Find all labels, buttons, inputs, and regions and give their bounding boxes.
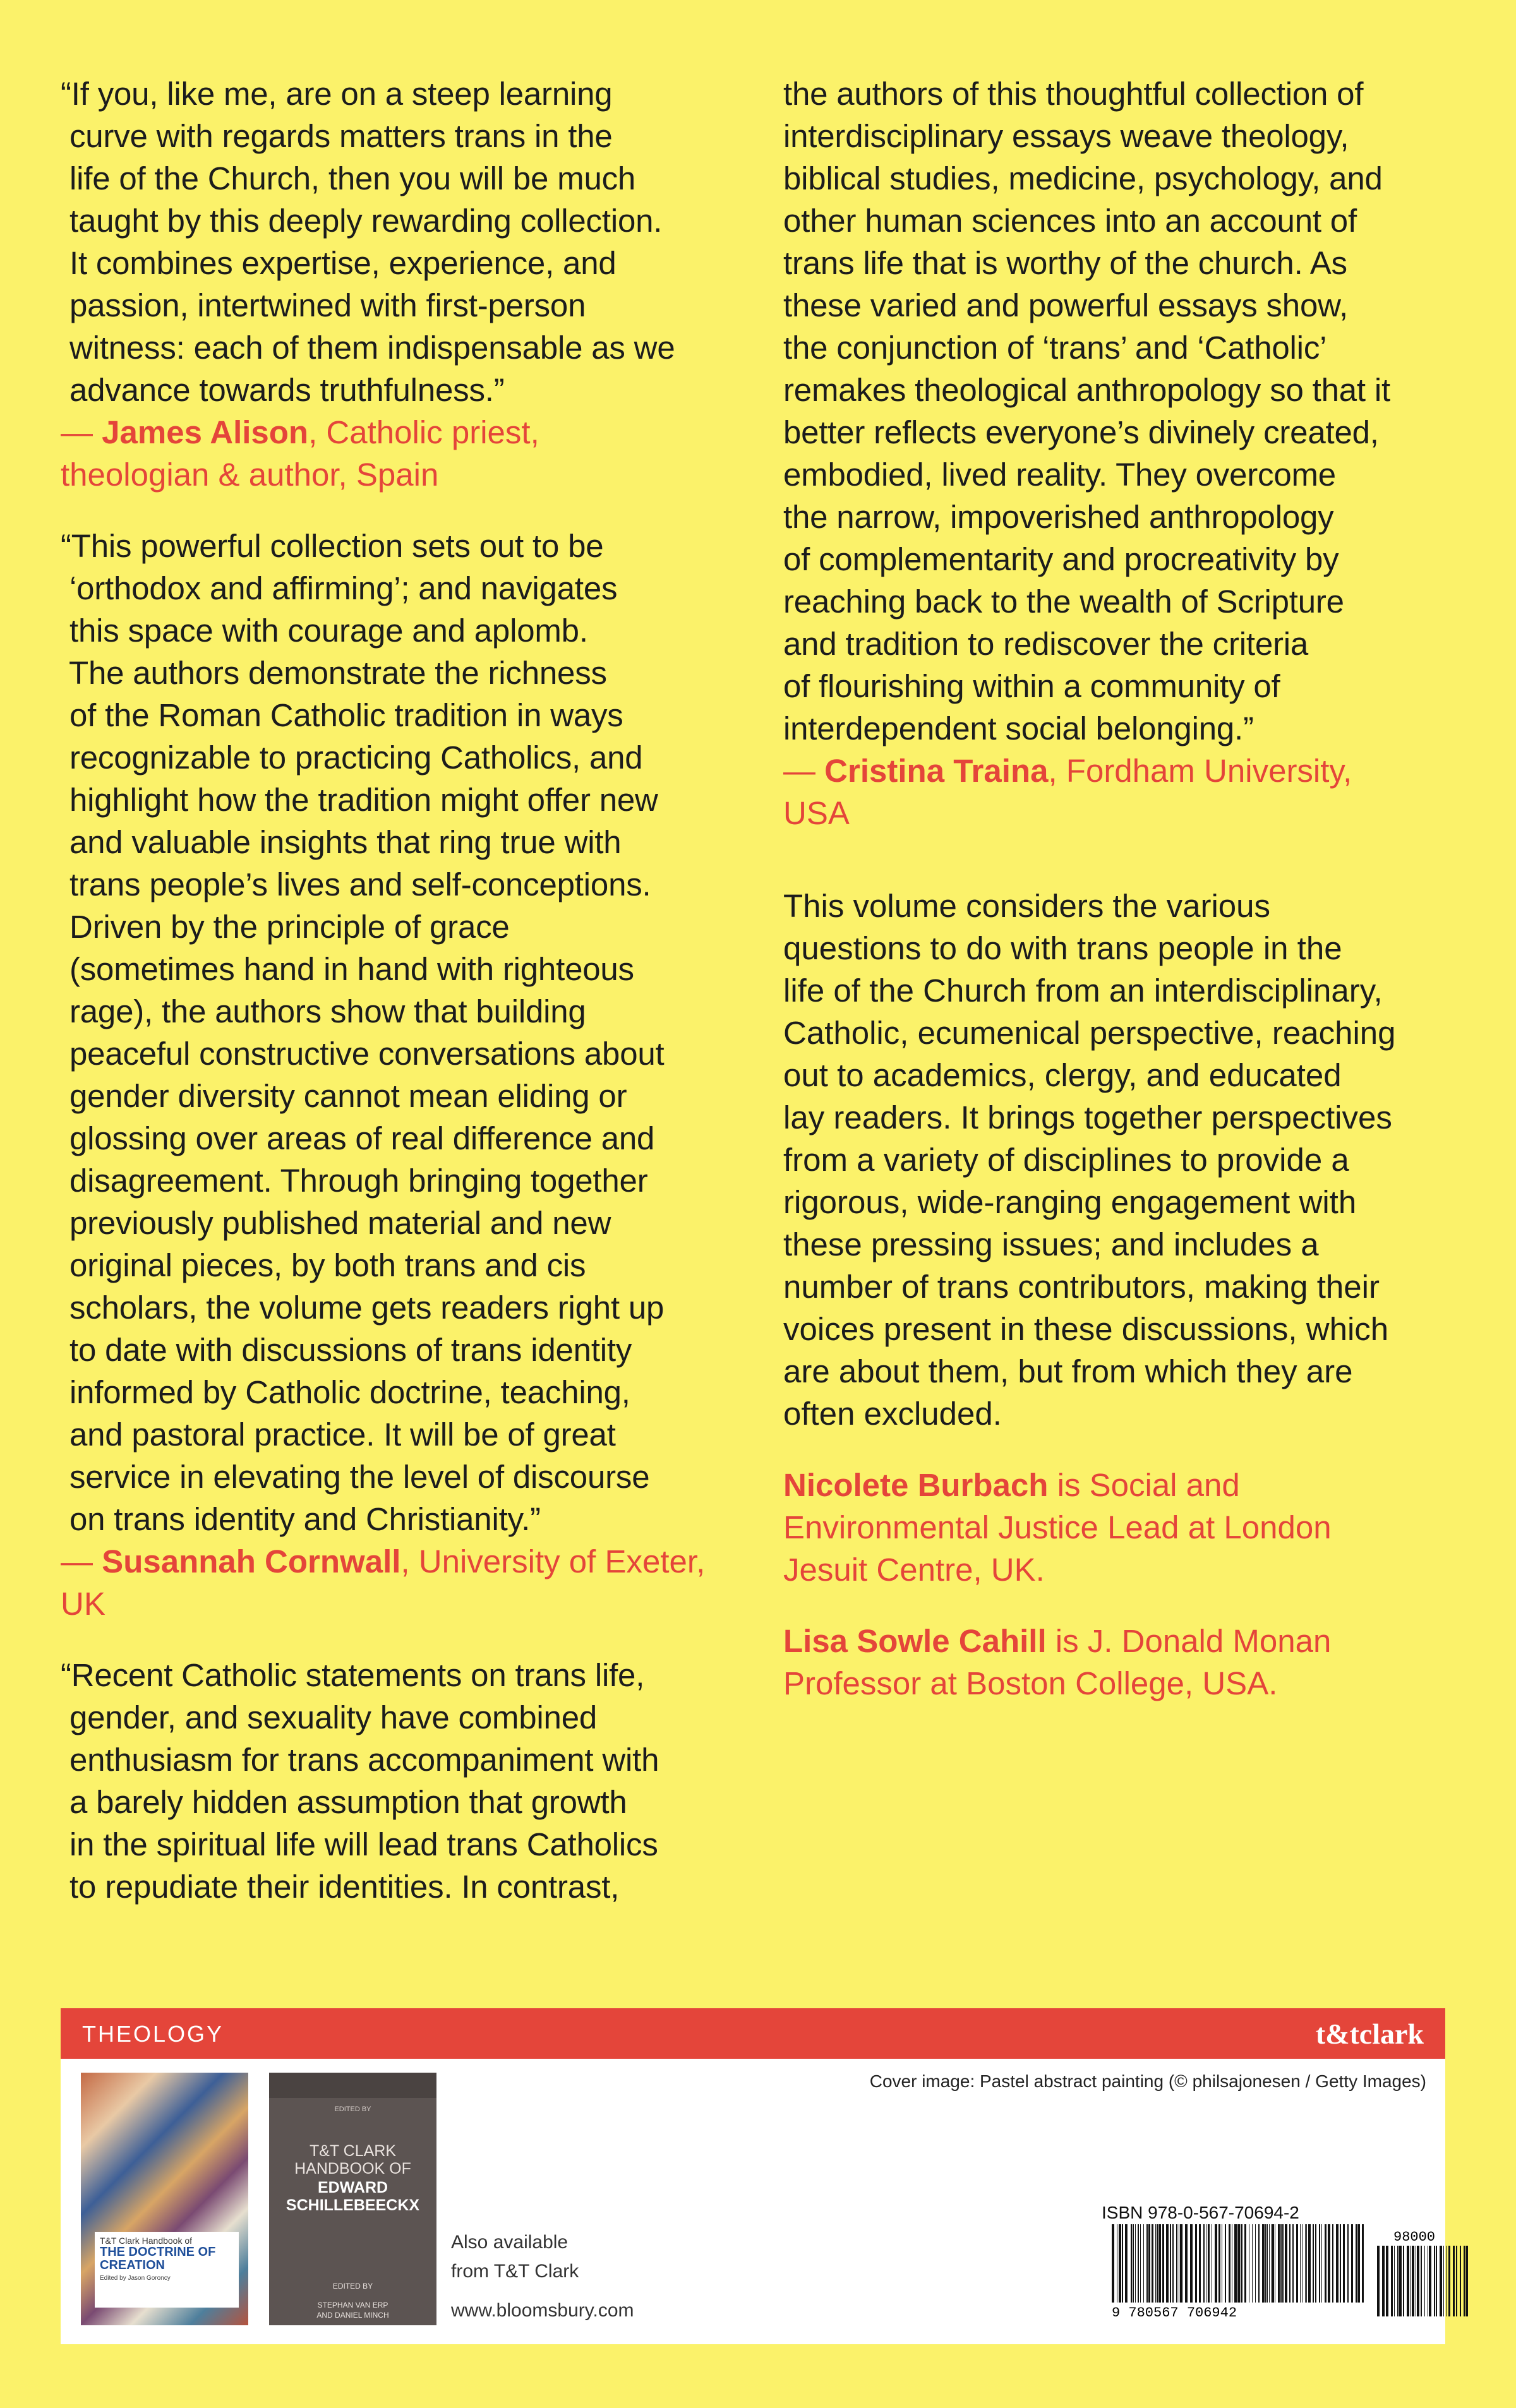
text-line: rage), the authors show that building [61, 993, 586, 1029]
text-line: “If you, like me, are on a steep learning [61, 76, 613, 112]
barcode-bar [1166, 2224, 1169, 2303]
barcode-bar [1182, 2224, 1183, 2303]
text-line: of complementarity and procreativity by [783, 541, 1339, 577]
barcode-bar [1453, 2246, 1455, 2316]
bio-nicolete-burbach: Nicolete Burbach is Social and Environmental Justice Lead at London Jesuit Centre, UK. [783, 1467, 1332, 1588]
barcode-bar [1343, 2224, 1345, 2303]
text-line: (sometimes hand in hand with righteous [61, 951, 634, 987]
barcode-bar [1306, 2224, 1307, 2303]
barcode-bar [1119, 2224, 1121, 2303]
text-line: questions to do with trans people in the [783, 930, 1342, 966]
barcode-bar [1280, 2224, 1282, 2303]
barcode-bar [1215, 2224, 1217, 2303]
text-line: Catholic, ecumenical perspective, reaching [783, 1015, 1396, 1051]
text-line: Driven by the principle of grace [61, 909, 510, 945]
description-text [783, 885, 1465, 1435]
barcode-bar [1158, 2224, 1161, 2303]
subject-label: THEOLOGY [82, 2021, 224, 2047]
barcode-bar [1225, 2224, 1226, 2303]
text-line: previously published material and new [61, 1205, 611, 1241]
quote-text [61, 1654, 762, 1908]
text-line: This volume considers the various [783, 888, 1271, 924]
text-line: taught by this deeply rewarding collection. [61, 203, 663, 239]
text-line: better reflects everyone’s divinely created, [783, 414, 1379, 450]
left-column [61, 73, 762, 1937]
text-line: disagreement. Through bringing together [61, 1163, 648, 1199]
text-line: and tradition to rediscover the criteria [783, 626, 1309, 662]
barcode-bar [1289, 2224, 1290, 2303]
quote-susannah-cornwall [61, 525, 762, 1625]
barcode-bar [1176, 2224, 1177, 2303]
text-line: voices present in these discussions, which [783, 1311, 1389, 1347]
attribution-susannah-cornwall: — Susannah Cornwall, University of Exeter, UK [61, 1543, 706, 1622]
text-line: and valuable insights that ring true with [61, 824, 622, 860]
text-line: “Recent Catholic statements on trans life, [61, 1657, 645, 1693]
text-line: to repudiate their identities. In contrast, [61, 1869, 620, 1905]
barcode-bar [1397, 2246, 1399, 2316]
also-available-text: Also available from T&T Clark [451, 2232, 579, 2282]
barcode-bar [1140, 2224, 1141, 2303]
barcode-bar [1456, 2246, 1457, 2316]
attribution-james-alison: — James Alison, Catholic priest, theologian & author, Spain [61, 414, 539, 493]
text-line: It combines expertise, experience, and [61, 245, 617, 281]
barcode-bar [1336, 2224, 1339, 2303]
text-line: the authors of this thoughtful collection of [783, 76, 1364, 112]
text-line: these varied and powerful essays show, [783, 287, 1348, 323]
barcode-bar [1351, 2224, 1353, 2303]
text-line: remakes theological anthropology so that it [783, 372, 1390, 408]
barcode-bar [1199, 2224, 1201, 2303]
quote-text [783, 73, 1465, 750]
barcode-bar [1440, 2246, 1442, 2316]
text-line: of the Roman Catholic tradition in ways [61, 697, 623, 733]
barcode-bar [1347, 2224, 1349, 2303]
barcode-bar [1460, 2246, 1461, 2316]
barcode-digits: 9 780567 706942 [1112, 2305, 1237, 2319]
book-cover-doctrine-of-creation [81, 2073, 248, 2325]
barcode-bar [1407, 2246, 1409, 2316]
text-line: trans life that is worthy of the church. As [783, 245, 1347, 281]
text-line: peaceful constructive conversations about [61, 1036, 665, 1072]
text-line: and pastoral practice. It will be of great [61, 1417, 616, 1453]
barcode-bar [1272, 2224, 1274, 2303]
footer-panel [61, 2059, 1445, 2344]
quote-cristina-traina-cont [783, 73, 1465, 834]
barcode-bar [1446, 2246, 1447, 2316]
barcode-bar [1356, 2224, 1357, 2303]
barcode-bar [1308, 2224, 1311, 2303]
barcode-bar [1218, 2224, 1220, 2303]
text-line: trans people’s lives and self-conceptions. [61, 866, 651, 902]
barcode-bar [1131, 2224, 1132, 2303]
bio-lisa-sowle-cahill: Lisa Sowle Cahill is J. Donald Monan Professor at Boston College, USA. [783, 1623, 1332, 1701]
text-line: The authors demonstrate the richness [61, 655, 607, 691]
quote-cristina-traina-start [61, 1654, 762, 1908]
text-line: service in elevating the level of discourse [61, 1459, 650, 1495]
author-name: Susannah Cornwall [102, 1543, 401, 1579]
text-line: other human sciences into an account of [783, 203, 1357, 239]
barcode-bar [1190, 2224, 1193, 2303]
author-name: Cristina Traina [824, 753, 1049, 789]
barcode-bar [1315, 2224, 1316, 2303]
text-line: lay readers. It brings together perspectives [783, 1099, 1392, 1135]
barcode-bar [1394, 2246, 1395, 2316]
barcode-bar [1417, 2246, 1419, 2316]
barcode-bar [1203, 2224, 1205, 2303]
barcode-bar [1237, 2224, 1240, 2303]
subject-band [61, 2008, 1445, 2059]
isbn: ISBN 978-0-567-70694-2 [1102, 2203, 1299, 2222]
quote-text [61, 525, 762, 1540]
barcode-bar [1208, 2224, 1210, 2303]
barcode-bar [1195, 2224, 1197, 2303]
text-line: this space with courage and aplomb. [61, 613, 588, 649]
barcode-bar [1152, 2224, 1153, 2303]
barcode-bar [1325, 2224, 1326, 2303]
text-line: informed by Catholic doctrine, teaching, [61, 1374, 630, 1410]
barcode-bar [1172, 2224, 1174, 2303]
barcode-bar [1300, 2224, 1301, 2303]
barcode-bar [1185, 2224, 1188, 2303]
barcode-bar [1148, 2224, 1150, 2303]
editor-name: Nicolete Burbach [783, 1467, 1049, 1503]
text-line: are about them, but from which they are [783, 1353, 1353, 1389]
barcode-bar [1296, 2224, 1298, 2303]
book-description [783, 885, 1465, 1435]
barcode-bar [1269, 2224, 1270, 2303]
barcode-bar [1292, 2224, 1294, 2303]
author-name: James Alison [102, 414, 309, 450]
text-line: “This powerful collection sets out to be [61, 528, 604, 564]
quote-james-alison [61, 73, 762, 496]
barcode-bar [1234, 2224, 1237, 2303]
text-line: interdependent social belonging.” [783, 710, 1254, 746]
barcode-bar [1271, 2224, 1272, 2303]
barcode-bar [1443, 2246, 1444, 2316]
text-line: from a variety of disciplines to provide a [783, 1142, 1349, 1178]
barcode-bar [1424, 2246, 1425, 2316]
barcode-bar [1278, 2224, 1280, 2303]
barcode-bar [1362, 2224, 1364, 2303]
text-line: life of the Church, then you will be much [61, 160, 636, 196]
text-line: gender, and sexuality have combined [61, 1699, 598, 1735]
text-line: enthusiasm for trans accompaniment with [61, 1742, 659, 1778]
barcode-bar [1282, 2224, 1284, 2303]
text-line: original pieces, by both trans and cis [61, 1247, 586, 1283]
website-link[interactable]: www.bloomsbury.com [451, 2300, 634, 2321]
barcode-bar [1135, 2224, 1136, 2303]
text-line: glossing over areas of real difference and [61, 1120, 655, 1156]
text-line: ‘orthodox and affirming’; and navigates [61, 570, 618, 606]
barcode-bar [1252, 2224, 1253, 2303]
barcode-bar [1399, 2246, 1402, 2316]
text-line: rigorous, wide-ranging engagement with [783, 1184, 1357, 1220]
text-line: scholars, the volume gets readers right up [61, 1290, 665, 1326]
barcode-bar [1321, 2224, 1322, 2303]
barcode-bar [1170, 2224, 1171, 2303]
text-line: gender diversity cannot mean eliding or [61, 1078, 627, 1114]
barcode-bar [1377, 2246, 1380, 2316]
text-line: witness: each of them indispensable as we [61, 330, 675, 366]
barcode-bar [1244, 2224, 1246, 2303]
publisher-logo: t&tclark [1315, 2018, 1424, 2050]
barcode-bar [1391, 2246, 1393, 2316]
text-line: recognizable to practicing Catholics, and [61, 740, 643, 776]
text-line: passion, intertwined with first-person [61, 287, 586, 323]
quote-text [61, 73, 762, 411]
barcode-bar [1125, 2224, 1127, 2303]
right-column [783, 73, 1465, 1734]
barcode-bar [1258, 2224, 1260, 2303]
barcode-bar [1357, 2224, 1360, 2303]
barcode-bar [1162, 2224, 1164, 2303]
barcode-addon [1375, 2228, 1472, 2318]
barcode-bar [1305, 2224, 1306, 2303]
barcode-bar [1421, 2246, 1422, 2316]
book-cover-schillebeeckx: EDITED BY T&T CLARK HANDBOOK OF EDWARD SCHILLEBEECKX EDITED BY STEPHAN VAN ERP AND DANIEL MINCH [269, 2073, 436, 2325]
barcode-bar [1133, 2224, 1134, 2303]
barcode-bar [1410, 2246, 1411, 2316]
barcode-bar [1319, 2224, 1320, 2303]
text-line: life of the Church from an interdisciplinary, [783, 973, 1383, 1009]
text-line: advance towards truthfulness.” [61, 372, 505, 408]
barcode-bar [1429, 2246, 1431, 2316]
barcode-bar [1143, 2224, 1144, 2303]
text-line: curve with regards matters trans in the [61, 118, 613, 154]
barcode-bar [1157, 2224, 1158, 2303]
text-line: a barely hidden assumption that growth [61, 1784, 627, 1820]
barcode-bar [1448, 2246, 1450, 2316]
text-line: on trans identity and Christianity.” [61, 1501, 541, 1537]
barcode-bar [1180, 2224, 1182, 2303]
barcode-bar [1265, 2224, 1266, 2303]
barcode-bar [1412, 2246, 1414, 2316]
book-label: T&T Clark Handbook of THE DOCTRINE OF CREATION Edited by Jason Goroncy [95, 2232, 239, 2308]
barcode-bar [1464, 2246, 1465, 2316]
text-line: to date with discussions of trans identity [61, 1332, 632, 1368]
text-line: often excluded. [783, 1396, 1002, 1432]
text-line: reaching back to the wealth of Scripture [783, 584, 1344, 620]
barcode-bar [1155, 2224, 1156, 2303]
text-line: interdisciplinary essays weave theology, [783, 118, 1349, 154]
addon-digits: 98000 [1393, 2229, 1436, 2245]
text-line: embodied, lived reality. They overcome [783, 457, 1336, 493]
barcode-bar [1382, 2246, 1385, 2316]
barcode-bar [1340, 2224, 1341, 2303]
cover-credit: Cover image: Pastel abstract painting (© philsajonesen / Getty Images) [869, 2071, 1426, 2091]
barcode-bar [1262, 2224, 1265, 2303]
barcode-bar [1332, 2224, 1333, 2303]
barcode-bar [1434, 2246, 1435, 2316]
barcode-bar [1313, 2224, 1314, 2303]
text-line: number of trans contributors, making their [783, 1269, 1380, 1305]
text-line: out to academics, clergy, and educated [783, 1057, 1342, 1093]
barcode-bar [1138, 2224, 1139, 2303]
text-line: in the spiritual life will lead trans Catholics [61, 1826, 658, 1862]
barcode-bar [1285, 2224, 1287, 2303]
barcode-bar [1255, 2224, 1256, 2303]
text-line: highlight how the tradition might offer new [61, 782, 658, 818]
barcode-bar [1112, 2224, 1114, 2303]
attribution-cristina-traina: — Cristina Traina, Fordham University, USA [783, 753, 1352, 831]
barcode-bar [1229, 2224, 1230, 2303]
barcode-bar [1466, 2246, 1468, 2316]
text-line: of flourishing within a community of [783, 668, 1280, 704]
barcode-bar [1122, 2224, 1123, 2303]
barcode-bar [1267, 2224, 1268, 2303]
barcode-bar [1386, 2246, 1388, 2316]
barcode-bar [1241, 2224, 1242, 2303]
text-line: the conjunction of ‘trans’ and ‘Catholic’ [783, 330, 1327, 366]
barcode-bar [1328, 2224, 1330, 2303]
text-line: these pressing issues; and includes a [783, 1226, 1319, 1262]
editor-name: Lisa Sowle Cahill [783, 1623, 1047, 1659]
barcode [1109, 2224, 1368, 2319]
text-line: biblical studies, medicine, psychology, and [783, 160, 1383, 196]
barcode-bar [1436, 2246, 1437, 2316]
barcode-bar [1403, 2246, 1404, 2316]
barcode-bar [1146, 2224, 1148, 2303]
text-line: the narrow, impoverished anthropology [783, 499, 1334, 535]
